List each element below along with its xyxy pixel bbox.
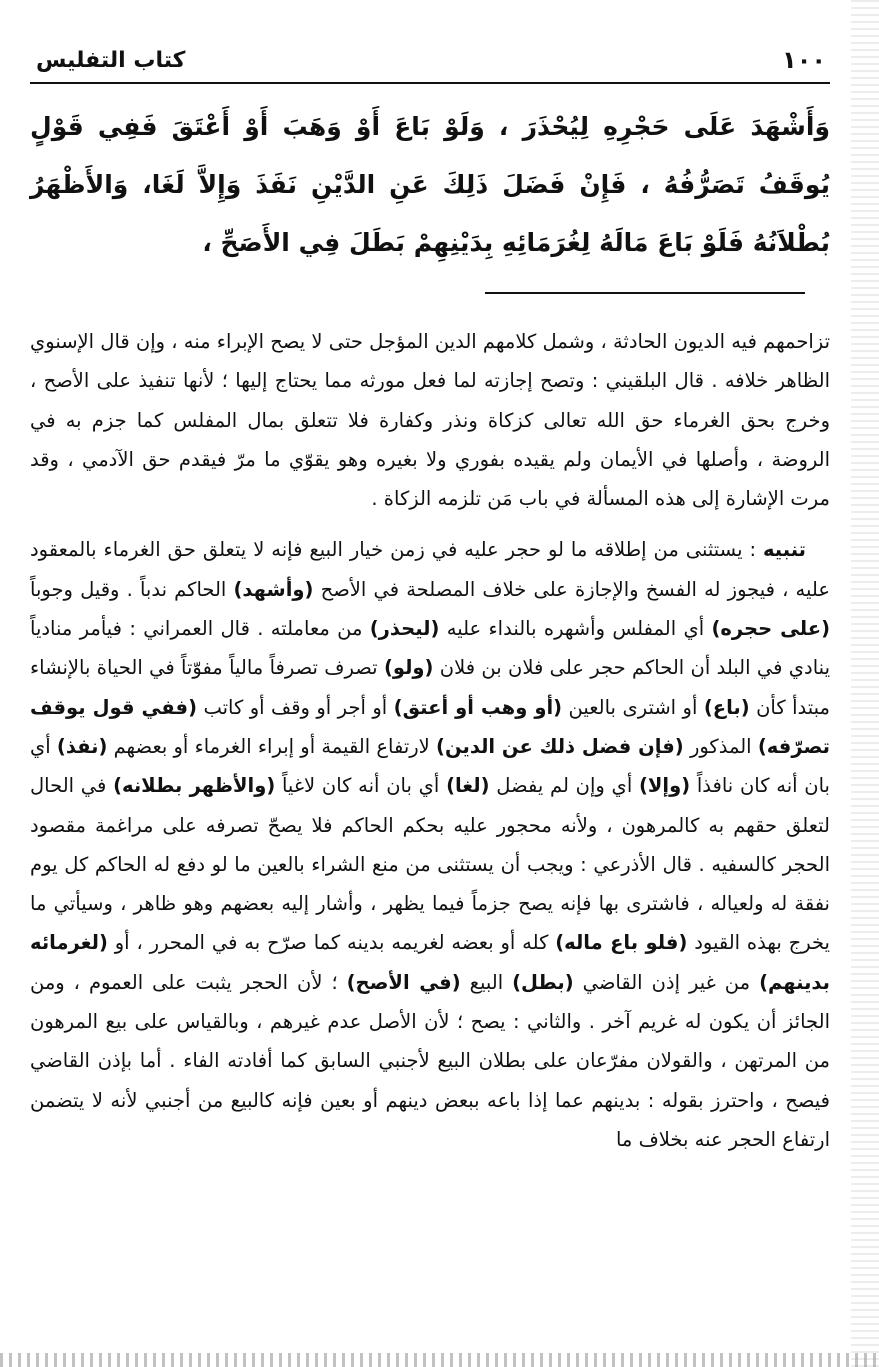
page-header <box>36 40 826 80</box>
decorative-border-right <box>851 0 879 1367</box>
commentary-text: في الحال لتعلق حقهم به كالمرهون ، ولأنه محجور عليه بحكم الحاكم فلا يصحّ تصرفه على مراغمة مقصود الحجر كالسفيه . قال الأذرعي : ويجب أن يستثنى من منع الشراء بالعين ما لو دفع له الحاكم كل يوم نفقة له ولعياله ، فاشترى بها فإنه يصح جزماً فيما يظهر ، وأشار إليه بعضهم وهو ظاهر ، وسيأتي ما يخرج بهذه القيود <box>30 774 830 955</box>
matn-paragraph: وَأَشْهَدَ عَلَى حَجْرِهِ لِيُحْذَرَ ، وَلَوْ بَاعَ أَوْ وَهَبَ أَوْ أَعْتَقَ فَفِي قَوْلٍ يُوقَفُ تَصَرُّفُهُ ، فَإِنْ فَضَلَ ذَلِكَ عَنِ الدَّيْنِ نَفَذَ وَإِلاَّ لَغَا، وَالأَظْهَرُ بُطْلاَنُهُ فَلَوْ بَاعَ مَالَهُ لِغُرَمَائِهِ بِدَيْنِهِمْ بَطَلَ فِي الأَصَحِّ ، <box>30 112 830 257</box>
commentary-text: أو اشترى بالعين <box>562 695 704 719</box>
matn-quote: (فلو باع ماله) <box>555 931 688 955</box>
commentary-text: أي المفلس وأشهره بالنداء عليه <box>439 617 712 641</box>
matn-quote: (وإلا) <box>638 774 691 798</box>
matn-quote: (ففي قول يوقف تصرّفه) <box>30 695 830 758</box>
matn-quote: (لغا) <box>446 774 490 798</box>
commentary-text: كله أو بعضه لغريمه بدينه كما صرّح به في المحرر ، أو <box>107 931 556 955</box>
commentary-text: لارتفاع القيمة أو إبراء الغرماء أو بعضهم <box>107 734 437 758</box>
matn-quote: (فإن فضل ذلك عن الدين) <box>436 734 684 758</box>
matn-quote: (في الأصح) <box>346 970 461 994</box>
commentary-text: البيع <box>460 970 513 994</box>
footnote-divider <box>485 292 805 294</box>
matn-quote: (على حجره) <box>711 617 830 641</box>
commentary-text: من معاملته . قال العمراني : فيأمر منادياً ينادي في البلد أن الحاكم حجر على فلان بن فلان <box>30 617 830 680</box>
commentary-text: : يستثنى من إطلاقه ما لو حجر عليه في زمن خيار البيع فإنه لا يتعلق حق الغرماء بالمعقود عليه ، فيجوز له الفسخ والإجازة على خلاف المصلحة في الأصح <box>30 538 830 601</box>
matn-quote: (ليحذر) <box>369 617 440 641</box>
commentary-paragraph-1: تزاحمهم فيه الديون الحادثة ، وشمل كلامهم الدين المؤجل حتى لا يصح الإبراء منه ، وإن قال الإسنوي الظاهر خلافه . قال البلقيني : وتصح إجازته لما فعل مورثه مما يحتاج إليها ؛ لأنها تنفيذ على الأصح ، وخرج بحق الغرماء حق الله تعالى كزكاة ونذر وكفارة فلا تتعلق بمال المفلس كما جزم به في الروضة ، وأصلها في الأيمان ولم يقيده بفوري ولا بغيره وهو يقوّي ما مرّ فيقدم حق الآدمي ، وقد مرت الإشارة إلى هذه المسألة في باب مَن تلزمه الزكاة . <box>30 330 830 511</box>
commentary-text: تصرف تصرفاً مالياً مفوّتاً في الحياة بالإنشاء مبتدأ كأن <box>30 656 830 719</box>
matn-quote: (والأظهر بطلانه) <box>113 774 276 798</box>
matn-quote: (ولو) <box>383 656 434 680</box>
commentary-text: من غير إذن القاضي <box>573 970 760 994</box>
commentary-text: أي بان أنه كان لاغياً <box>275 774 447 798</box>
commentary-paragraph-2 <box>30 530 830 1159</box>
commentary-text: أو أجر أو وقف أو كاتب <box>197 695 394 719</box>
book-title: كتاب التفليس <box>36 47 186 73</box>
decorative-border-bottom <box>0 1353 879 1367</box>
note-heading: تنبيه <box>762 538 806 562</box>
commentary-text: ؛ لأن الحجر يثبت على العموم ، ومن الجائز أن يكون له غريم آخر . والثاني : يصح ؛ لأن الأصل عدم غيرهم ، وبالقياس على بيع المرهون من المرتهن ، والقولان مفرّعان على بطلان البيع لأجنبي السابق كما أفادته الفاء . أما بإذن القاضي فيصح ، واحترز بقوله : بدينهم عما إذا باعه ببعض دينهم أو بعين فإنه كالبيع من أجنبي لأنه لا يتضمن ارتفاع الحجر عنه بخلاف ما <box>30 970 830 1151</box>
matn-quote: (باع) <box>703 695 750 719</box>
commentary-text: المذكور <box>683 734 758 758</box>
matn-quote: (بطل) <box>512 970 574 994</box>
matn-quote: (أو وهب أو أعتق) <box>393 695 563 719</box>
matn-quote: (نفذ) <box>56 734 108 758</box>
matn-quote: (وأشهد) <box>233 577 314 601</box>
commentary-text: أي وإن لم يفضل <box>489 774 639 798</box>
commentary-text: أي بان أنه كان نافذاً <box>30 734 830 798</box>
page-number: ١٠٠ <box>782 46 826 74</box>
matn-quote: (لغرمائه بدينهم) <box>30 931 831 994</box>
main-text <box>30 98 830 272</box>
commentary-text: الحاكم ندباً . وقيل وجوباً <box>30 577 234 601</box>
commentary <box>30 322 830 1159</box>
header-divider <box>30 82 830 84</box>
